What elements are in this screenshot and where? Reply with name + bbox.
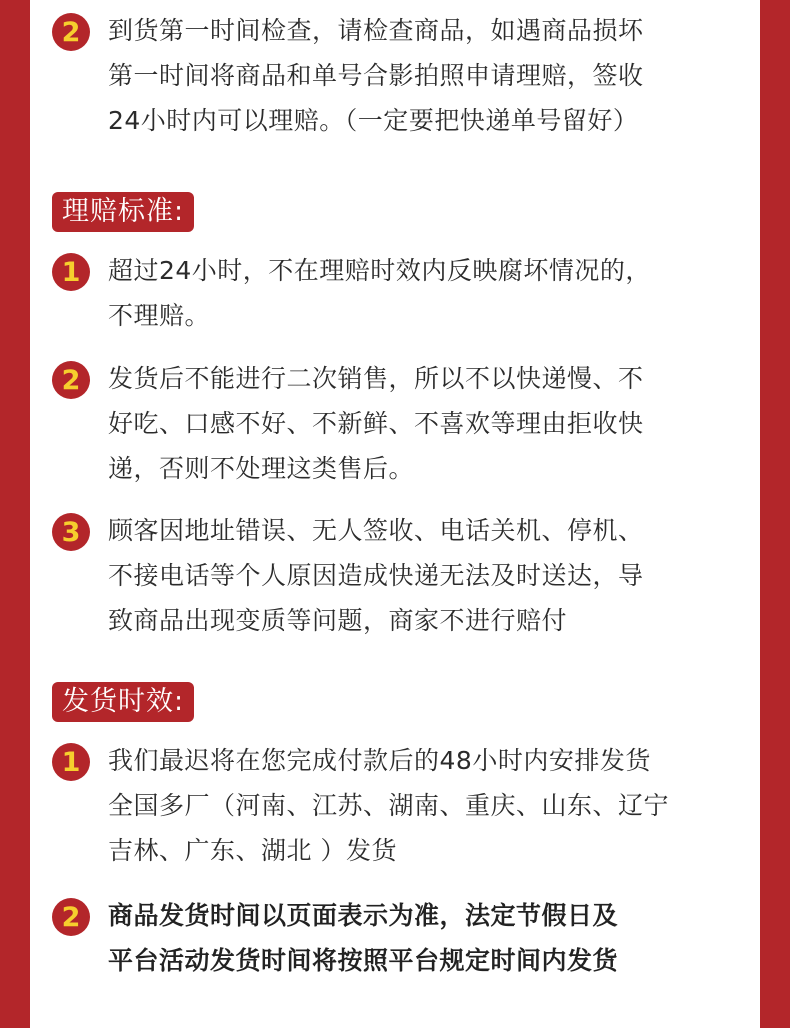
claims-item-text: 发货后不能进行二次销售，所以不以快递慢、不 好吃、口感不好、不新鲜、不喜欢等理由拒收快 递，否则不处理这类售后。 — [108, 364, 644, 483]
shipping-item-2 — [52, 893, 760, 983]
number-badge: 2 — [52, 13, 90, 51]
claims-item-text: 顾客因地址错误、无人签收、电话关机、停机、 不接电话等个人原因造成快递无法及时送达，导 致商品出现变质等问题，商家不进行赔付 — [108, 516, 644, 635]
claims-item-text: 超过24小时，不在理赔时效内反映腐坏情况的， 不理赔。 — [108, 256, 651, 330]
shipping-item-text: 我们最迟将在您完成付款后的48小时内安排发货 全国多厂（河南、江苏、湖南、重庆、山东、辽宁 吉林、广东、湖北 ）发货 — [108, 746, 670, 865]
claims-item-2 — [52, 356, 740, 491]
claims-item-3 — [52, 508, 740, 643]
claims-heading: 理赔标准: — [52, 192, 194, 232]
right-border — [760, 0, 790, 1028]
shipping-item-1 — [52, 738, 760, 873]
shipping-item-text: 商品发货时间以页面表示为准，法定节假日及 平台活动发货时间将按照平台规定时间内发货 — [108, 901, 619, 975]
claims-item-1 — [52, 248, 740, 338]
inspection-item — [52, 8, 740, 143]
left-border — [0, 0, 30, 1028]
number-badge: 3 — [52, 513, 90, 551]
shipping-heading: 发货时效: — [52, 682, 194, 722]
number-badge: 2 — [52, 898, 90, 936]
inspection-text: 到货第一时间检查，请检查商品，如遇商品损坏 第一时间将商品和单号合影拍照申请理赔，签收 24小时内可以理赔。（一定要把快递单号留好） — [108, 16, 644, 135]
number-badge: 2 — [52, 361, 90, 399]
policy-content — [30, 0, 760, 1028]
number-badge: 1 — [52, 253, 90, 291]
number-badge: 1 — [52, 743, 90, 781]
